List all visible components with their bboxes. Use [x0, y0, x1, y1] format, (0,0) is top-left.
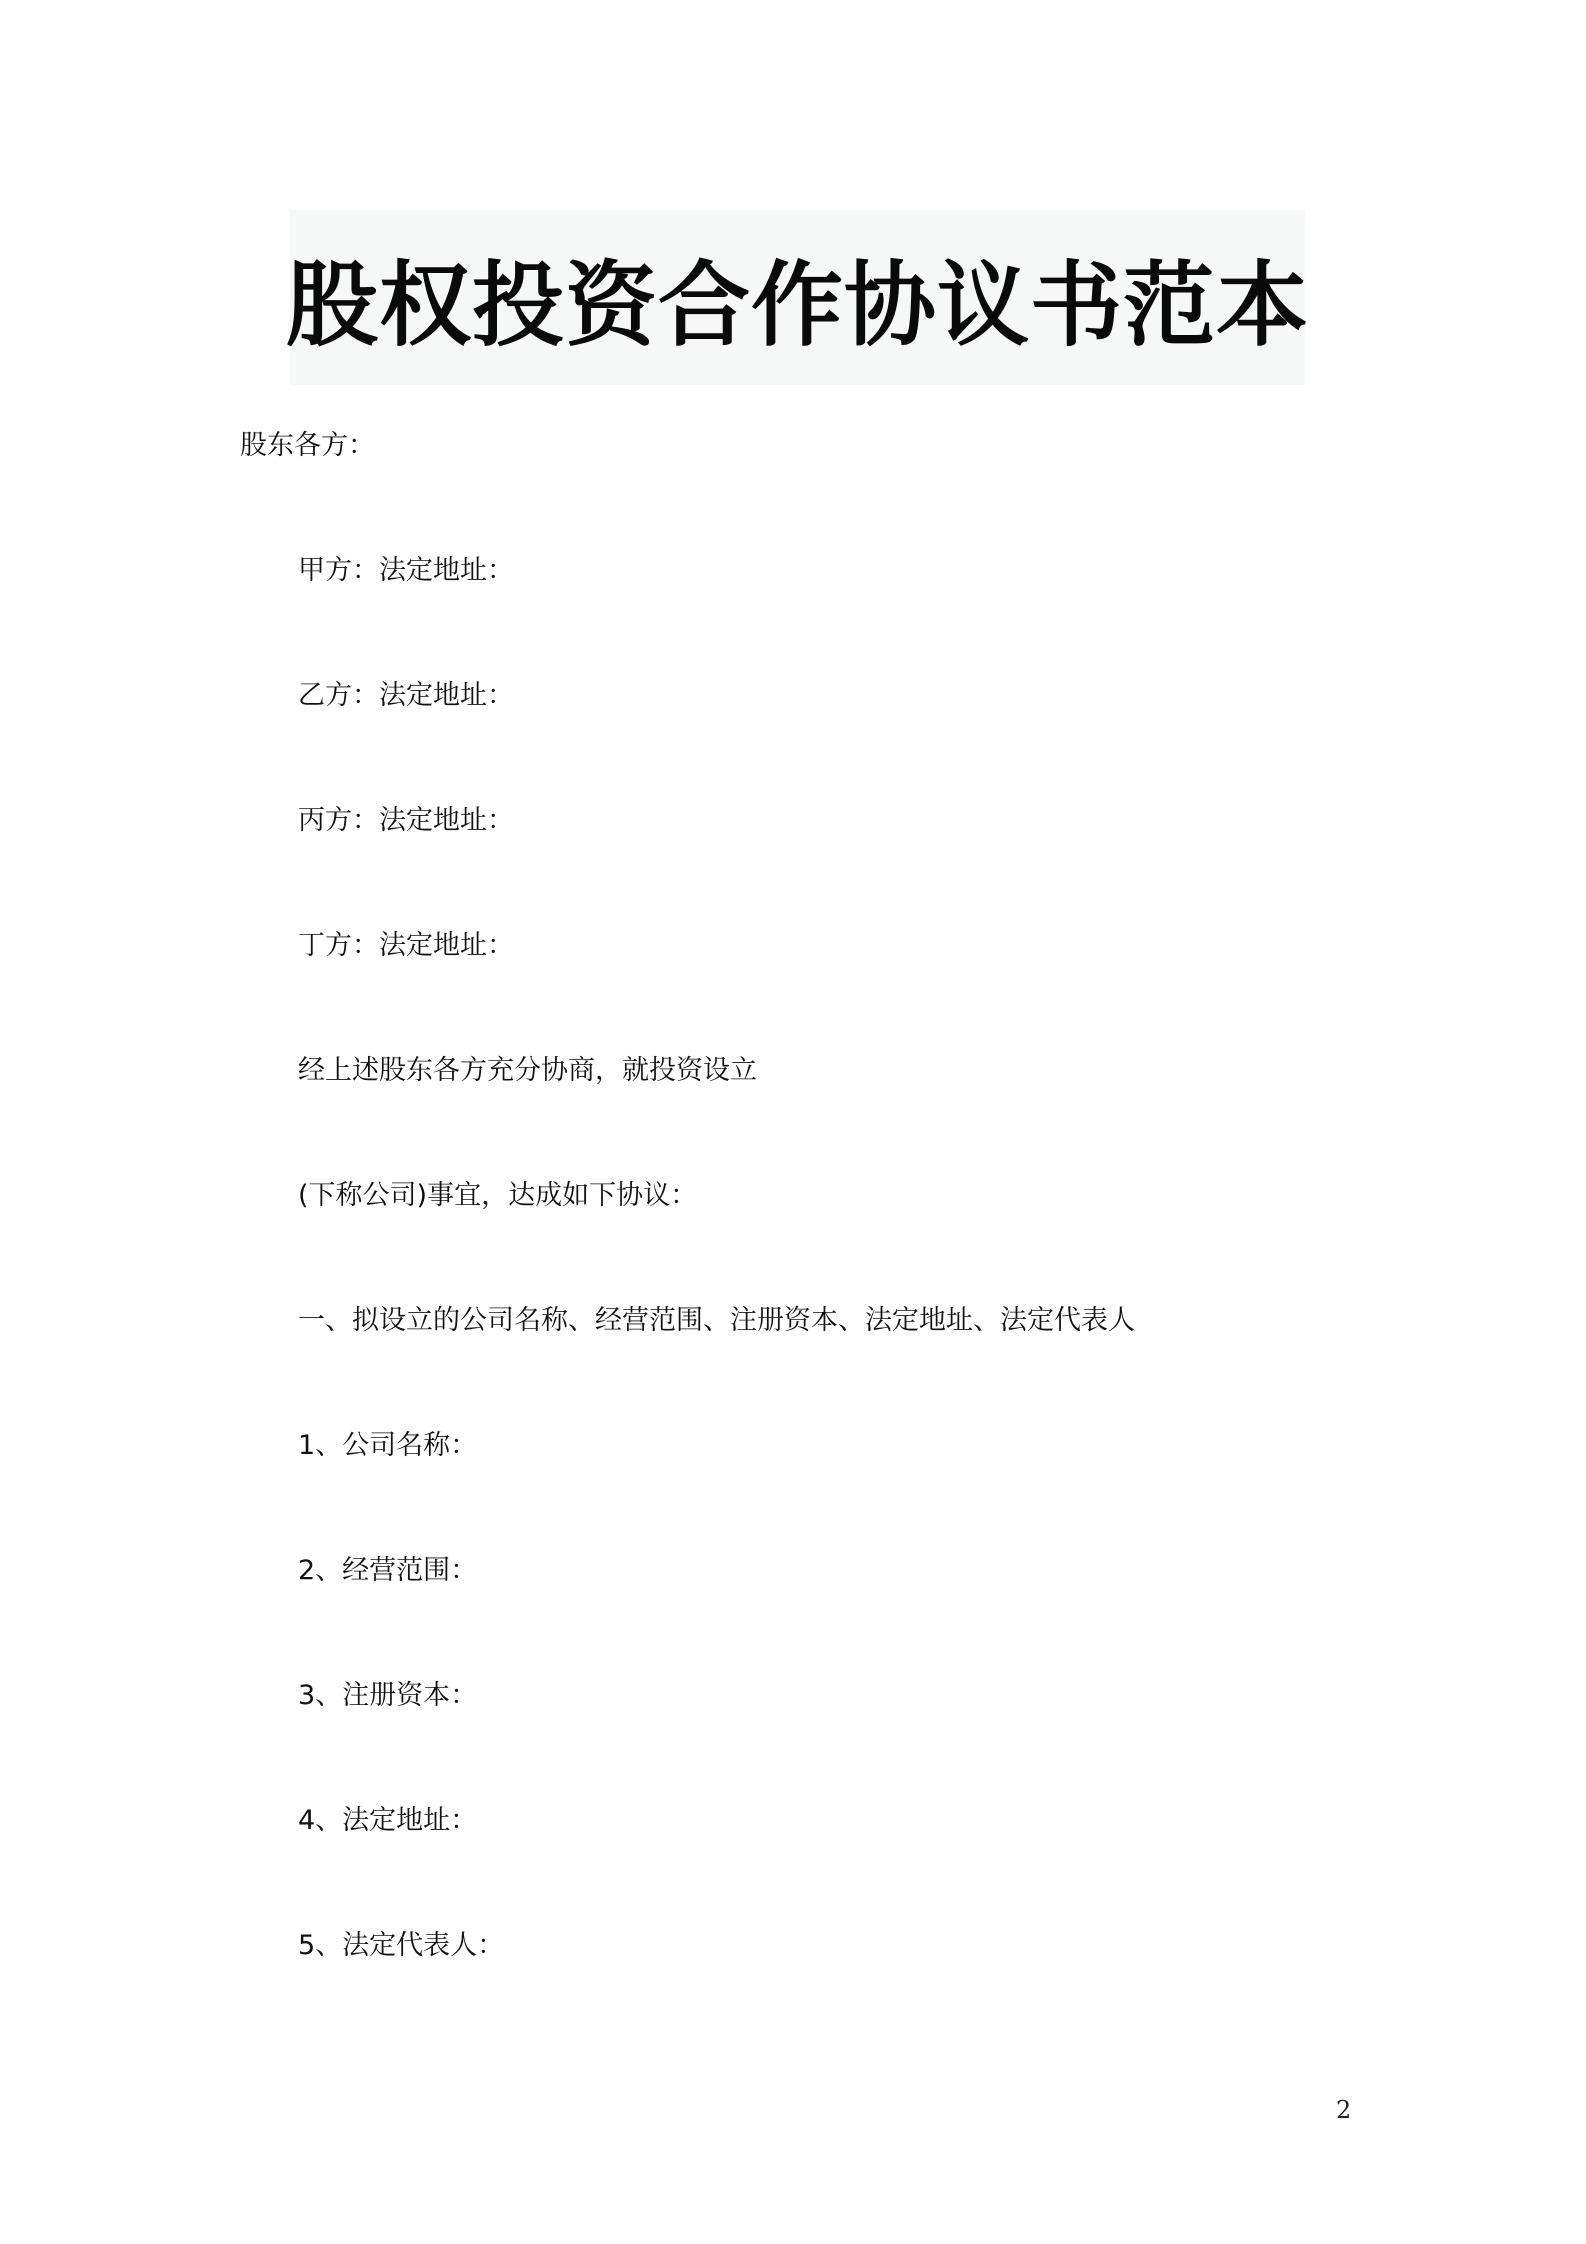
party-c-line: 丙方：法定地址： [298, 805, 514, 836]
document-title: 股权投资合作协议书范本 [286, 251, 1310, 359]
shareholders-heading: 股东各方： [240, 430, 375, 461]
item-legal-address: 4、法定地址： [298, 1805, 478, 1836]
party-d-line: 丁方：法定地址： [298, 930, 514, 961]
item-company-name: 1、公司名称： [298, 1430, 478, 1461]
title-banner [286, 210, 1310, 385]
page-number: 2 [1336, 2096, 1352, 2124]
preamble-line-1: 经上述股东各方充分协商，就投资设立 [298, 1055, 757, 1086]
party-a-line: 甲方：法定地址： [298, 555, 514, 586]
item-legal-representative: 5、法定代表人： [298, 1930, 505, 1961]
party-b-line: 乙方：法定地址： [298, 680, 514, 711]
section-1-heading: 一、拟设立的公司名称、经营范围、注册资本、法定地址、法定代表人 [298, 1305, 1135, 1336]
item-registered-capital: 3、注册资本： [298, 1680, 478, 1711]
item-business-scope: 2、经营范围： [298, 1555, 478, 1586]
preamble-line-2: (下称公司)事宜，达成如下协议： [298, 1180, 698, 1211]
